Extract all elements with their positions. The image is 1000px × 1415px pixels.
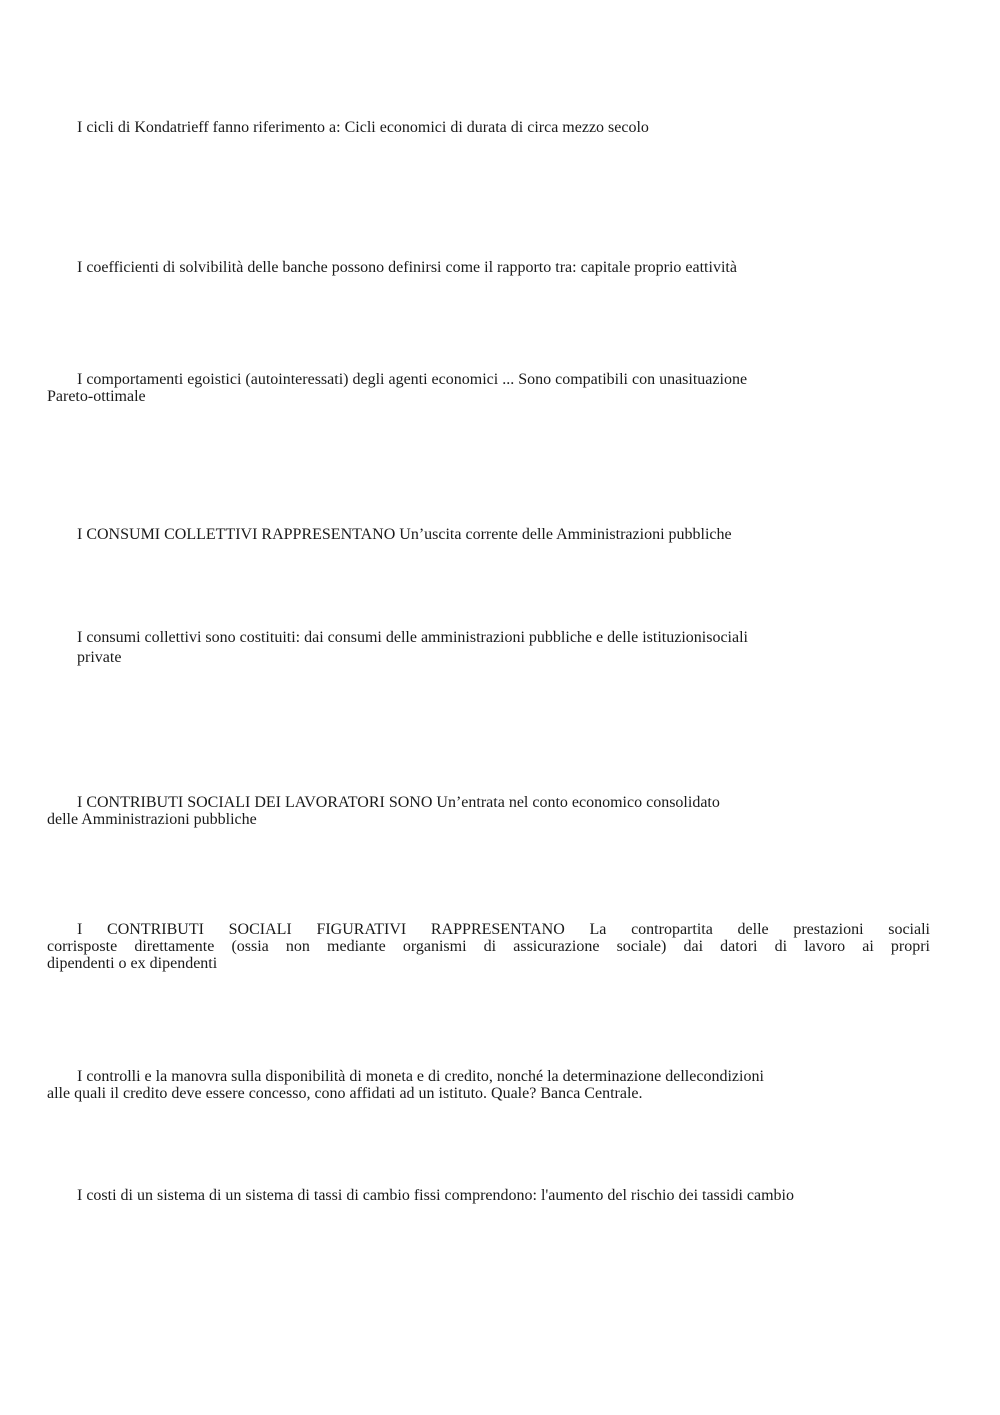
paragraph-line: delle Amministrazioni pubbliche — [47, 811, 257, 828]
paragraph-kondatrieff — [47, 119, 930, 136]
paragraph-line: I comportamenti egoistici (autointeressati) degli agenti economici ... Sono compatibili con unasituazione — [77, 371, 748, 388]
paragraph-consumi-collettivi-costituiti — [47, 629, 930, 670]
paragraph-line: dipendenti o ex dipendenti — [47, 955, 218, 972]
paragraph-line: I CONSUMI COLLETTIVI RAPPRESENTANO Un’uscita corrente delle Amministrazioni pubbliche — [77, 526, 732, 543]
paragraph-line: private — [77, 649, 122, 666]
paragraph-line: I CONTRIBUTI SOCIALI FIGURATIVI RAPPRESENTANO La contropartita delle prestazioni sociali — [77, 921, 930, 938]
paragraph-line: I cicli di Kondatrieff fanno riferimento a: Cicli economici di durata di circa mezzo secolo — [77, 119, 649, 136]
paragraph-line: I coefficienti di solvibilità delle banche possono definirsi come il rapporto tra: capitale proprio eattività — [77, 259, 737, 276]
paragraph-contributi-lavoratori — [47, 794, 930, 828]
paragraph-line: I consumi collettivi sono costituiti: dai consumi delle amministrazioni pubbliche e delle istituzionisociali — [77, 629, 748, 646]
paragraph-consumi-collettivi-rappresentano — [47, 526, 930, 543]
paragraph-line: I costi di un sistema di un sistema di tassi di cambio fissi comprendono: l'aumento del rischio dei tassidi cambio — [77, 1187, 794, 1204]
paragraph-contributi-figurativi — [47, 921, 930, 972]
paragraph-line: alle quali il credito deve essere concesso, cono affidati ad un istituto. Quale? Banca Centrale. — [47, 1085, 643, 1102]
paragraph-line: corrisposte direttamente (ossia non mediante organismi di assicurazione sociale) dai datori di lavoro ai propri — [47, 938, 930, 955]
paragraph-controlli-moneta — [47, 1068, 930, 1102]
paragraph-comportamenti-egoistici — [47, 371, 930, 405]
paragraph-line: I CONTRIBUTI SOCIALI DEI LAVORATORI SONO Un’entrata nel conto economico consolidato — [77, 794, 720, 811]
paragraph-line: Pareto-ottimale — [47, 388, 146, 405]
paragraph-line: I controlli e la manovra sulla disponibilità di moneta e di credito, nonché la determinazione dellecondizioni — [77, 1068, 764, 1085]
paragraph-costi-tassi-cambio — [47, 1187, 930, 1204]
paragraph-solvibilita — [47, 259, 930, 276]
